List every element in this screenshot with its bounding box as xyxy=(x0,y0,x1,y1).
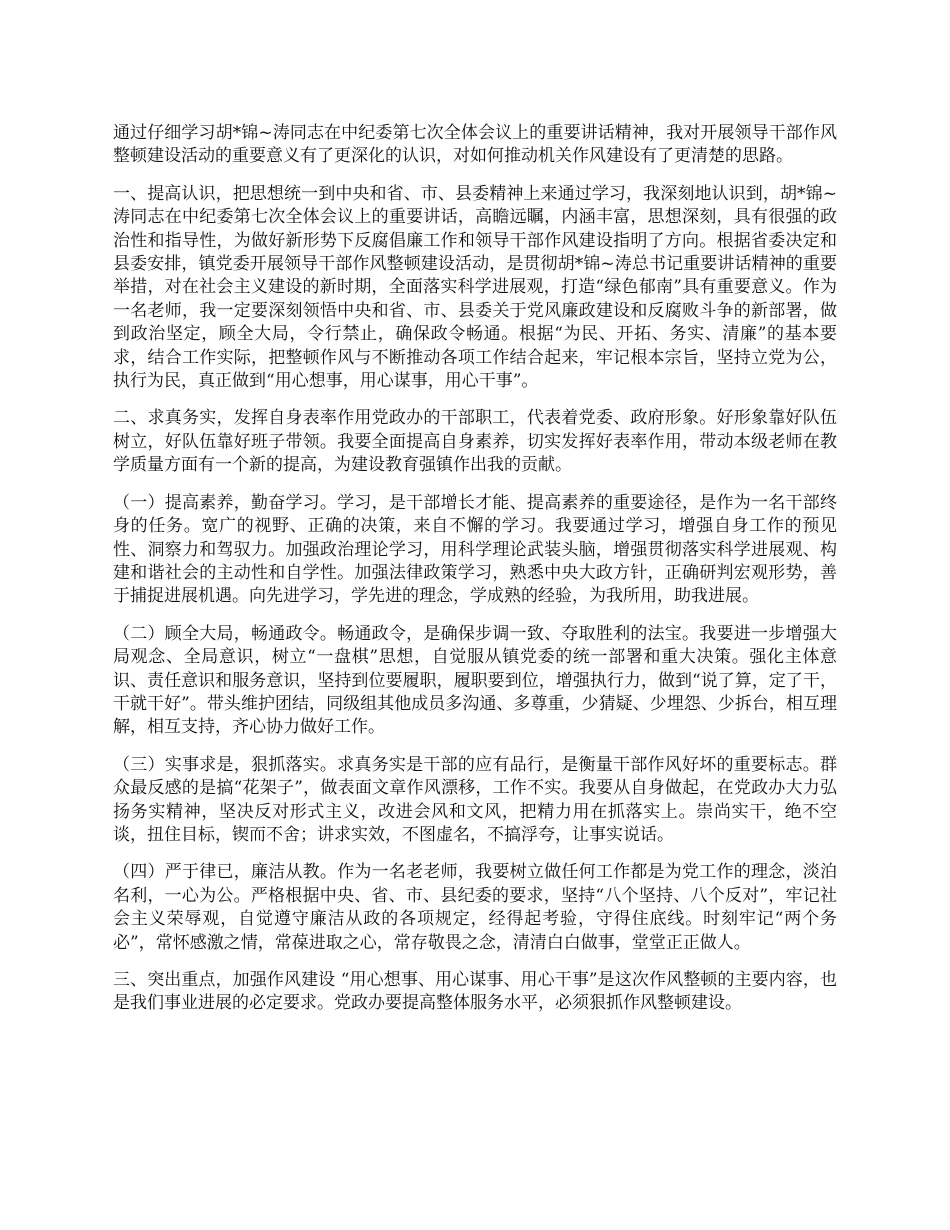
subsection-four-paragraph: （四）严于律已，廉洁从教。作为一名老老师，我要树立做任何工作都是为党工作的理念，淡泊名利，一心为公。严格根据中央、省、市、县纪委的要求，坚持“八个坚持、八个反对”，牢记社会主义荣辱观，自觉遵守廉洁从政的各项规定，经得起考验，守得住底线。时刻牢记“两个务必”，常怀感激之情，常葆进取之心，常存敬畏之念，清清白白做事，堂堂正正做人。 xyxy=(113,862,837,953)
section-three-paragraph: 三、突出重点，加强作风建设 “用心想事、用心谋事、用心干事”是这次作风整顿的主要内容，也是我们事业进展的必定要求。党政办要提高整体服务水平，必须狠抓作风整顿建设。 xyxy=(113,970,837,1014)
document-body xyxy=(113,122,837,1030)
section-two-paragraph: 二、求真务实，发挥自身表率作用党政办的干部职工，代表着党委、政府形象。好形象靠好队伍树立，好队伍靠好班子带领。我要全面提高自身素养，切实发挥好表率作用，带动本级老师在教学质量方面有一个新的提高，为建设教育强镇作出我的贡献。 xyxy=(113,408,837,476)
intro-paragraph: 通过仔细学习胡*锦~涛同志在中纪委第七次全体会议上的重要讲话精神，我对开展领导干部作风整顿建设活动的重要意义有了更深化的认识，对如何推动机关作风建设有了更清楚的思路。 xyxy=(113,123,837,167)
subsection-two-paragraph: （二）顾全大局，畅通政令。畅通政令，是确保步调一致、夺取胜利的法宝。我要进一步增强大局观念、全局意识，树立“一盘棋”思想，自觉服从镇党委的统一部署和重大决策。强化主体意识、责任意识和服务意识，坚持到位要履职，履职要到位，增强执行力，做到“说了算，定了干，干就干好”。带头维护团结，同级组其他成员多沟通、多尊重，少猜疑、少埋怨、少拆台，相互理解，相互支持，齐心协力做好工作。 xyxy=(113,623,837,738)
section-one-paragraph: 一、提高认识，把思想统一到中央和省、市、县委精神上来通过学习，我深刻地认识到，胡*锦~涛同志在中纪委第七次全体会议上的重要讲话，高瞻远瞩，内涵丰富，思想深刻，具有很强的政治性和指导性，为做好新形势下反腐倡廉工作和领导干部作风建设指明了方向。根据省委决定和县委安排，镇党委开展领导干部作风整顿建设活动，是贯彻胡*锦~涛总书记重要讲话精神的重要举措，对在社会主义建设的新时期，全面落实科学进展观，打造“绿色郁南”具有重要意义。作为一名老师，我一定要深刻领悟中央和省、市、县委关于党风廉政建设和反腐败斗争的新部署，做到政治坚定，顾全大局，令行禁止，确保政令畅通。根据“为民、开拓、务实、清廉”的基本要求，结合工作实际，把整顿作风与不断推动各项工作结合起来，牢记根本宗旨，坚持立党为公，执行为民，真正做到“用心想事，用心谋事，用心干事”。 xyxy=(113,183,837,392)
subsection-three-paragraph: （三）实事求是，狠抓落实。求真务实是干部的应有品行，是衡量干部作风好坏的重要标志。群众最反感的是搞“花架子”，做表面文章作风漂移，工作不实。我要从自身做起，在党政办大力弘扬务实精神，坚决反对形式主义，改进会风和文风，把精力用在抓落实上。崇尚实干，绝不空谈，扭住目标，锲而不舍；讲求实效，不图虚名，不搞浮夸，让事实说话。 xyxy=(113,754,837,845)
subsection-one-paragraph: （一）提高素养，勤奋学习。学习，是干部增长才能、提高素养的重要途径，是作为一名干部终身的任务。宽广的视野、正确的决策，来自不懈的学习。我要通过学习，增强自身工作的预见性、洞察力和驾驭力。加强政治理论学习，用科学理论武装头脑，增强贯彻落实科学进展观、构建和谐社会的主动性和自学性。加强法律政策学习，熟悉中央大政方针，正确研判宏观形势，善于捕捉进展机遇。向先进学习，学先进的理念，学成熟的经验，为我所用，助我进展。 xyxy=(113,492,837,607)
